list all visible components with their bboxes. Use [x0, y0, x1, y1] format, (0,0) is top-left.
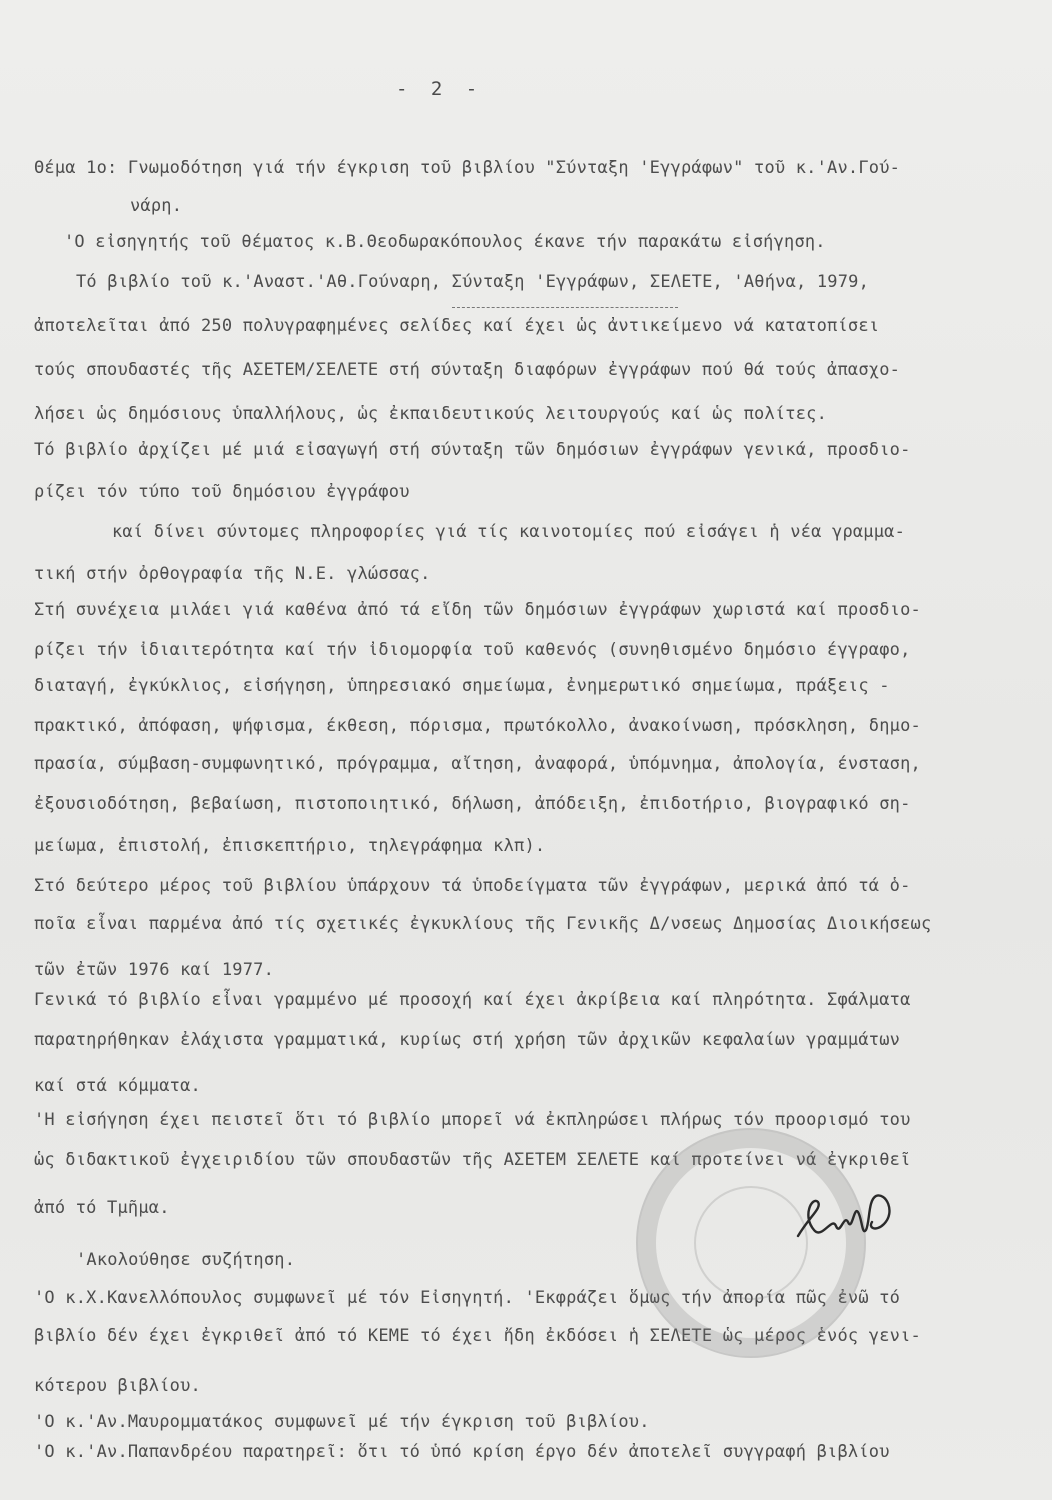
- text-line: τῶν ἐτῶν 1976 καί 1977.: [34, 960, 275, 980]
- text-line: διαταγή, ἐγκύκλιος, εἰσήγηση, ὑπηρεσιακό σημείωμα, ἐνημερωτικό σημείωμα, πράξεις -: [34, 676, 890, 696]
- text-line: ἐξουσιοδότηση, βεβαίωση, πιστοποιητικό, δήλωση, ἀπόδειξη, ἐπιδοτήριο, βιογραφικό ση-: [34, 794, 911, 814]
- text-line: Τό βιβλίο ἀρχίζει μέ μιά εἰσαγωγή στή σύνταξη τῶν δημόσιων ἐγγράφων γενικά, προσδιο-: [34, 440, 911, 460]
- text-line: καί στά κόμματα.: [34, 1076, 201, 1096]
- text-line: ὡς διδακτικοῦ ἐγχειριδίου τῶν σπουδαστῶν τῆς ΑΣΕΤΕΜ ΣΕΛΕΤΕ καί προτείνει νά ἐγκριθεῖ: [34, 1150, 911, 1170]
- text-line: 'Ο κ.'Αν.Παπανδρέου παρατηρεῖ: ὅτι τό ὑπό κρίση έργο δέν ἀποτελεῖ συγγραφή βιβλίου: [34, 1442, 890, 1462]
- page-number: - 2 -: [396, 78, 484, 100]
- text-line: τική στήν ὀρθογραφία τῆς Ν.Ε. γλώσσας.: [34, 564, 431, 584]
- text-line: ἀποτελεῖται ἀπό 250 πολυγραφημένες σελίδες καί έχει ὡς ἀντικείμενο νά κατατοπίσει: [34, 316, 880, 336]
- text-line: πρακτικό, ἀπόφαση, ψήφισμα, έκθεση, πόρισμα, πρωτόκολλο, ἀνακοίνωση, πρόσκληση, δημο-: [34, 716, 921, 736]
- text-line: τούς σπουδαστές τῆς ΑΣΕΤΕΜ/ΣΕΛΕΤΕ στή σύνταξη διαφόρων ἐγγράφων πού θά τούς ἀπασχο-: [34, 360, 901, 380]
- text-line: ρίζει τόν τύπο τοῦ δημόσιου ἐγγράφου: [34, 482, 410, 502]
- text-line: καί δίνει σύντομες πληροφορίες γιά τίς καινοτομίες πού εἰσάγει ἡ νέα γραμμα-: [112, 522, 906, 542]
- signature: [792, 1186, 912, 1256]
- title-underline: [452, 307, 678, 308]
- text-line: παρατηρήθηκαν ἐλάχιστα γραμματικά, κυρίως στή χρήση τῶν ἀρχικῶν κεφαλαίων γραμμάτων: [34, 1030, 901, 1050]
- text-line: Τό βιβλίο τοῦ κ.'Αναστ.'Αθ.Γούναρη, Σύνταξη 'Εγγράφων, ΣΕΛΕΤΕ, 'Αθήνα, 1979,: [76, 272, 870, 292]
- text-line: 'Ο κ.'Αν.Μαυρομματάκος συμφωνεῖ μέ τήν έγκριση τοῦ βιβλίου.: [34, 1412, 650, 1432]
- text-line: Στό δεύτερο μέρος τοῦ βιβλίου ὑπάρχουν τά ὑποδείγματα τῶν ἐγγράφων, μερικά ἀπό τά ὁ-: [34, 876, 911, 896]
- text-line: 'Ακολούθησε συζήτηση.: [76, 1250, 296, 1270]
- text-line: πρασία, σύμβαση-συμφωνητικό, πρόγραμμα, αἴτηση, ἀναφορά, ὑπόμνημα, ἀπολογία, ένσταση,: [34, 754, 921, 774]
- text-line: 'Ο εἰσηγητής τοῦ θέματος κ.Β.Θεοδωρακόπουλος έκανε τήν παρακάτω εἰσήγηση.: [64, 232, 826, 252]
- text-line: μείωμα, ἐπιστολή, ἐπισκεπτήριο, τηλεγράφημα κλπ).: [34, 836, 546, 856]
- text-line: λήσει ὡς δημόσιους ὑπαλλήλους, ὡς ἐκπαιδευτικούς λειτουργούς καί ὡς πολίτες.: [34, 404, 828, 424]
- text-line: Στή συνέχεια μιλάει γιά καθένα ἀπό τά εἴδη τῶν δημόσιων ἐγγράφων χωριστά καί προσδιο-: [34, 600, 921, 620]
- text-line: βιβλίο δέν έχει ἐγκριθεῖ ἀπό τό ΚΕΜΕ τό έχει ἤδη ἐκδόσει ἡ ΣΕΛΕΤΕ ὡς μέρος ἑνός γενι-: [34, 1326, 921, 1346]
- text-line: Γενικά τό βιβλίο εἶναι γραμμένο μέ προσοχή καί έχει ἀκρίβεια καί πληρότητα. Σφάλματα: [34, 990, 911, 1010]
- text-line: νάρη.: [130, 196, 183, 216]
- text-line: 'Η εἰσήγηση έχει πειστεῖ ὅτι τό βιβλίο μπορεῖ νά ἐκπληρώσει πλήρως τόν προορισμό του: [34, 1110, 911, 1130]
- stamp-emblem: [694, 1186, 808, 1300]
- text-line: 'Ο κ.Χ.Κανελλόπουλος συμφωνεῖ μέ τόν Εἰσηγητή. 'Εκφράζει ὅμως τήν ἀπορία πῶς ἐνῶ τό: [34, 1288, 901, 1308]
- text-line: ποῖα εἶναι παρμένα ἀπό τίς σχετικές ἐγκυκλίους τῆς Γενικῆς Δ/νσεως Δημοσίας Διοικήσεως: [34, 914, 932, 934]
- text-line: Θέμα 1ο: Γνωμοδότηση γιά τήν έγκριση τοῦ βιβλίου "Σύνταξη 'Εγγράφων" τοῦ κ.'Αν.Γού-: [34, 158, 901, 178]
- text-line: ρίζει τήν ἰδιαιτερότητα καί τήν ἰδιομορφία τοῦ καθενός (συνηθισμένο δημόσιο έγγραφο,: [34, 640, 911, 660]
- text-line: κότερου βιβλίου.: [34, 1376, 201, 1396]
- text-line: ἀπό τό Τμῆμα.: [34, 1198, 170, 1218]
